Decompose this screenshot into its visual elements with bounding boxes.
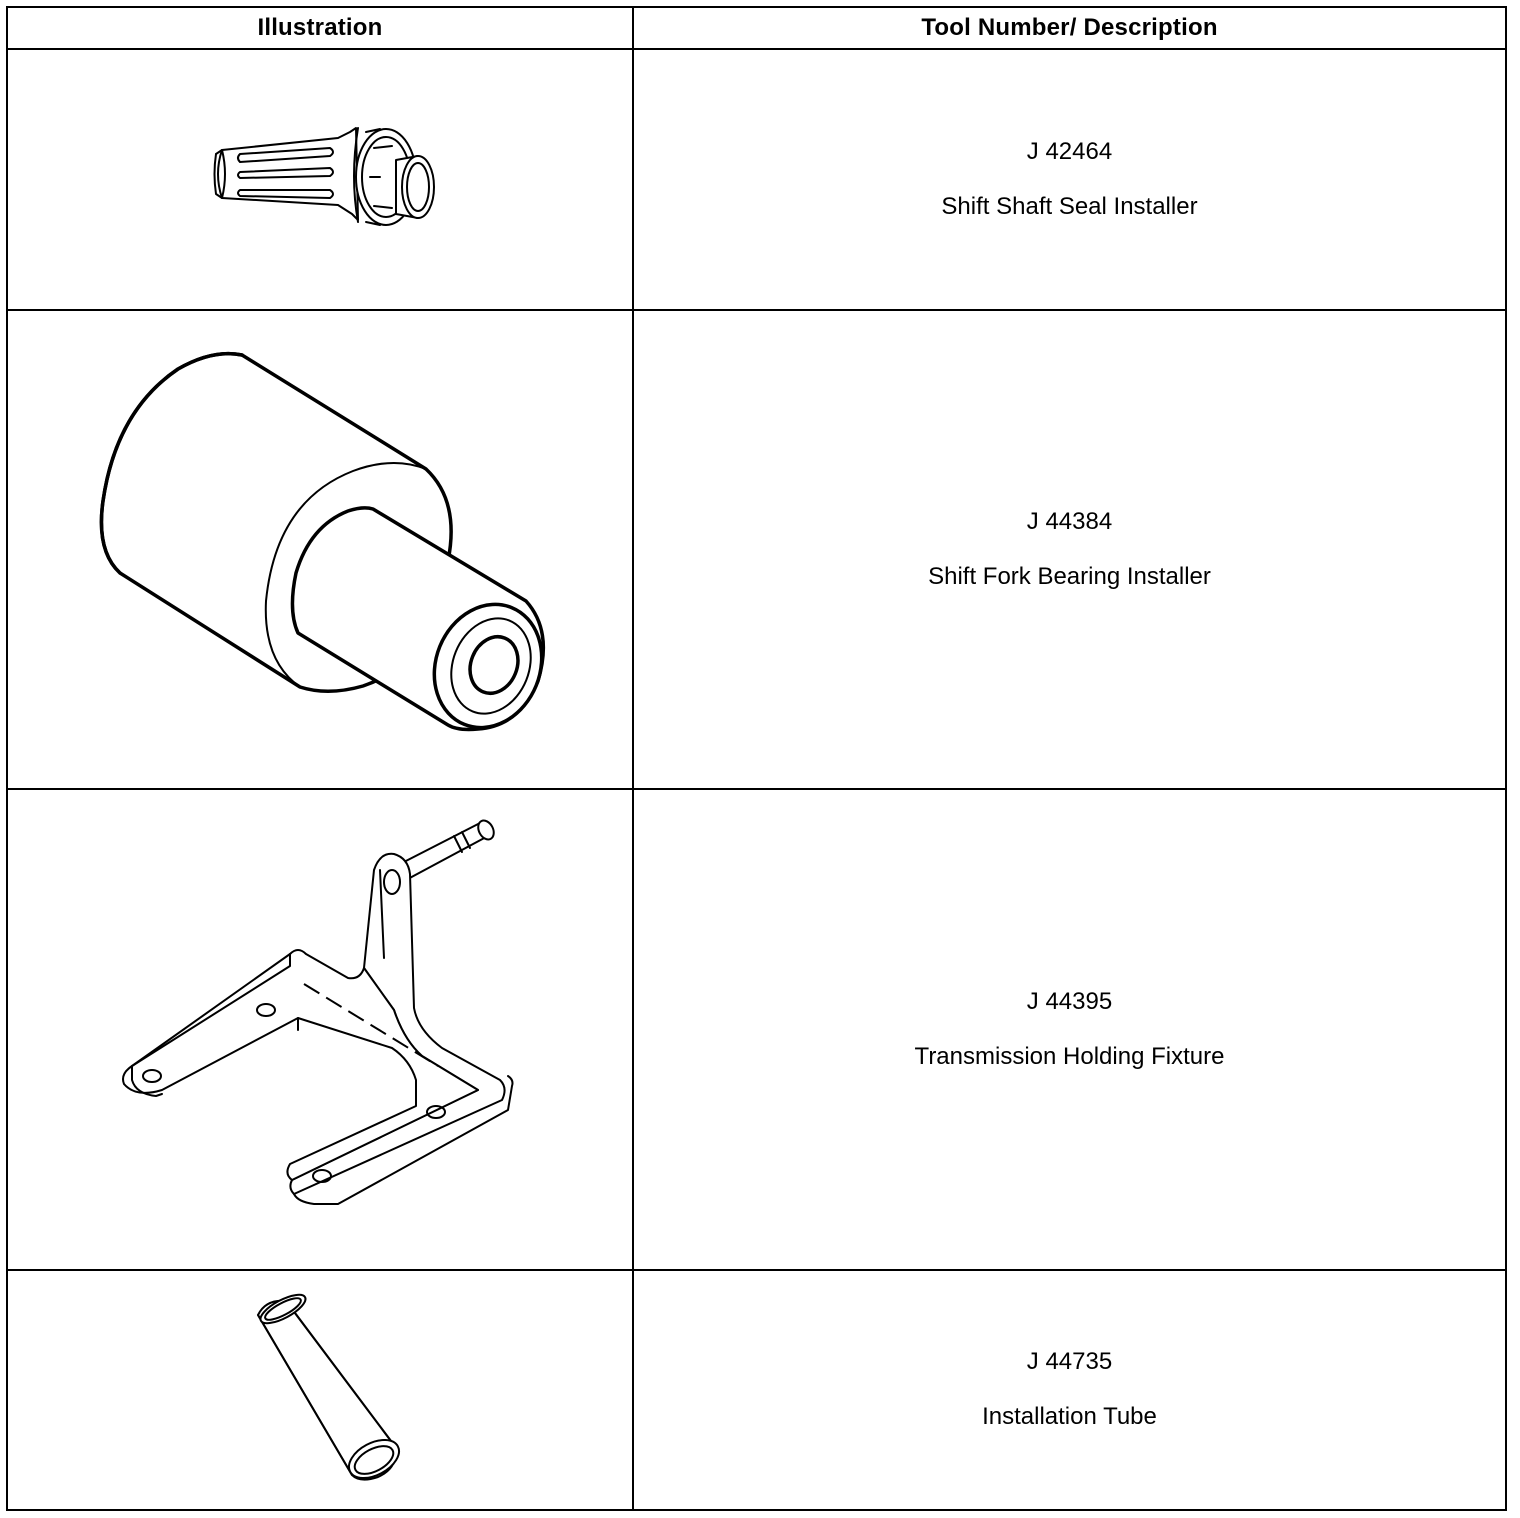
header-illustration: Illustration xyxy=(7,7,633,49)
installation-tube-icon xyxy=(8,1271,633,1509)
table-row xyxy=(7,310,1506,789)
tool-cell xyxy=(633,789,1506,1269)
illustration-cell xyxy=(7,789,633,1269)
tool-cell xyxy=(633,49,1506,310)
tool-description: Transmission Holding Fixture xyxy=(914,1043,1225,1071)
tool-cell xyxy=(633,1270,1506,1510)
tool-cell xyxy=(633,310,1506,789)
header-row xyxy=(7,7,1506,49)
tool-table xyxy=(6,6,1507,1511)
tool-number: J 44735 xyxy=(1026,1348,1113,1376)
illustration-cell xyxy=(7,1270,633,1510)
tool-number: J 42464 xyxy=(1026,138,1113,166)
holding-fixture-icon xyxy=(8,790,633,1268)
bearing-installer-icon xyxy=(8,311,633,788)
tool-description: Installation Tube xyxy=(982,1403,1157,1431)
seal-installer-icon xyxy=(8,50,633,309)
table-row xyxy=(7,49,1506,310)
table-row xyxy=(7,1270,1506,1510)
tool-description: Shift Fork Bearing Installer xyxy=(928,563,1211,591)
illustration-cell xyxy=(7,310,633,789)
illustration-cell xyxy=(7,49,633,310)
table-row xyxy=(7,789,1506,1269)
tool-number: J 44395 xyxy=(1026,988,1113,1016)
header-tool-description: Tool Number/ Description xyxy=(633,7,1506,49)
tool-description: Shift Shaft Seal Installer xyxy=(941,193,1198,221)
tool-number: J 44384 xyxy=(1026,508,1113,536)
